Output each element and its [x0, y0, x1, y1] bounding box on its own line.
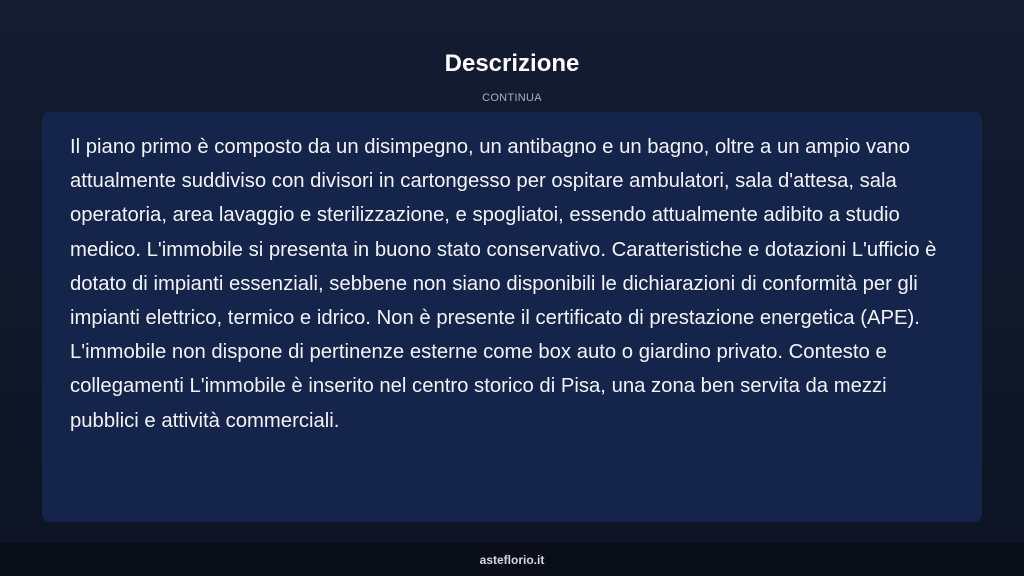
- description-text: Il piano primo è composto da un disimpegno, un antibagno e un bagno, oltre a un ampio vano attualmente suddiviso con divisori in cartongesso per ospitare ambulatori, sala d'attesa, sala operatoria, area lavaggio e sterilizzazione, e spogliatoi, essendo attualmente adibito a studio medico. L'immobile si presenta in buono stato conservativo. Caratteristiche e dotazioni L'ufficio è dotato di impianti essenziali, sebbene non siano disponibili le dichiarazioni di conformità per gli impianti elettrico, termico e idrico. Non è presente il certificato di prestazione energetica (APE). L'immobile non dispone di pertinenze esterne come box auto o giardino privato. Contesto e collegamenti L'immobile è inserito nel centro storico di Pisa, una zona ben servita da mezzi pubblici e attività commerciali.: [70, 136, 937, 432]
- site-name: asteflorio.it: [479, 552, 545, 567]
- page-header: [0, 48, 1024, 105]
- description-card: [42, 112, 982, 522]
- footer-bar: [0, 543, 1024, 576]
- page-title: Descrizione: [444, 50, 580, 77]
- continue-label: CONTINUA: [482, 92, 542, 104]
